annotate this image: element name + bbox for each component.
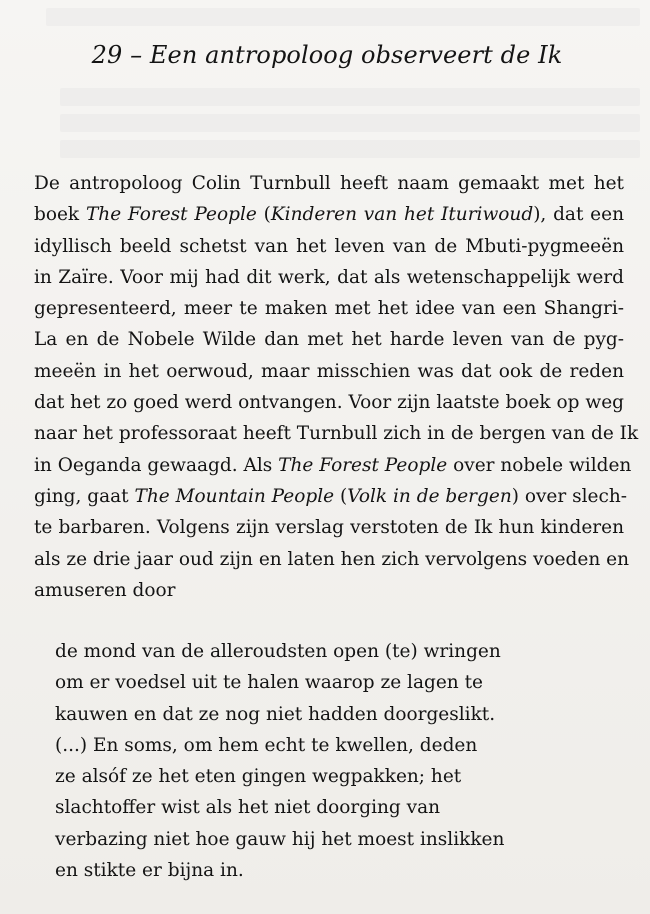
italic-title: The Forest People [278, 454, 448, 476]
text-line [34, 293, 624, 324]
text-run: dat het zo goed werd ontvangen. Voor zijn laatste boek op weg [34, 392, 625, 414]
italic-title: Volk in de bergen [347, 485, 512, 507]
quote-line: kauwen en dat ze nog niet hadden doorgeslikt. [55, 703, 496, 725]
text-run: te barbaren. Volgens zijn verslag verstoten de Ik hun kinderen [34, 517, 624, 539]
quote-line: en stikte er bijna in. [55, 860, 244, 882]
quote-line: om er voedsel uit te halen waarop ze lagen te [55, 672, 483, 694]
quote-line: (...) En soms, om hem echt te kwellen, deden [55, 734, 478, 756]
quote-line: ze alsóf ze het eten gingen wegpakken; het [55, 766, 462, 788]
quote-line: slachtoffer wist als het niet doorging van [55, 797, 441, 819]
text-run: over nobele wilden [447, 454, 632, 476]
text-run: La en de Nobele Wilde dan met het harde leven van de pyg- [34, 329, 624, 351]
text-run: ging, gaat [34, 485, 135, 507]
text-line [34, 387, 624, 418]
italic-title: The Forest People [85, 204, 257, 226]
text-line [34, 262, 624, 293]
text-run: in Oeganda gewaagd. Als [34, 454, 279, 476]
text-line [34, 199, 624, 230]
quote-line: de mond van de alleroudsten open (te) wringen [55, 641, 501, 662]
body-paragraph [34, 168, 639, 606]
text-run: amuseren door [34, 579, 176, 601]
text-line [34, 356, 624, 387]
text-run: meeën in het oerwoud, maar misschien was dat ook de reden [34, 360, 624, 382]
chapter-title: 29 – Een antropoloog observeert de Ik [91, 41, 563, 69]
text-line [34, 168, 624, 199]
show-through-text [60, 114, 640, 132]
text-run: De antropoloog Colin Turnbull heeft naam gemaakt met het [34, 173, 624, 194]
text-run: in Zaïre. Voor mij had dit werk, dat als wetenschappelijk werd [34, 266, 624, 288]
text-run: gepresenteerd, meer te maken met het idee van een Shangri- [34, 298, 624, 320]
text-line [34, 481, 627, 512]
text-line [34, 450, 632, 481]
show-through-text [60, 140, 640, 158]
show-through-text [60, 88, 640, 106]
show-through-text [46, 8, 640, 26]
text-line [34, 544, 629, 575]
text-run: ), dat een [533, 204, 624, 226]
text-run: naar het professoraat heeft Turnbull zich in de bergen van de Ik [34, 423, 639, 445]
text-run: ( [334, 485, 348, 507]
quote-line: verbazing niet hoe gauw hij het moest inslikken [55, 828, 505, 850]
text-line [34, 418, 639, 449]
italic-title: The Mountain People [134, 485, 335, 507]
italic-title: Kinderen van het Ituriwoud [270, 204, 534, 226]
text-run: idyllisch beeld schetst van het leven van de Mbuti-pygmeeën [34, 235, 624, 257]
text-run: ) over slech- [511, 485, 627, 507]
text-run: boek [34, 204, 86, 226]
block-quote [55, 636, 575, 886]
text-line [34, 231, 624, 262]
text-line [34, 324, 624, 355]
text-run: ( [256, 204, 271, 226]
text-run: als ze drie jaar oud zijn en laten hen zich vervolgens voeden en [34, 548, 629, 570]
text-line [34, 512, 624, 543]
text-line [34, 575, 624, 606]
